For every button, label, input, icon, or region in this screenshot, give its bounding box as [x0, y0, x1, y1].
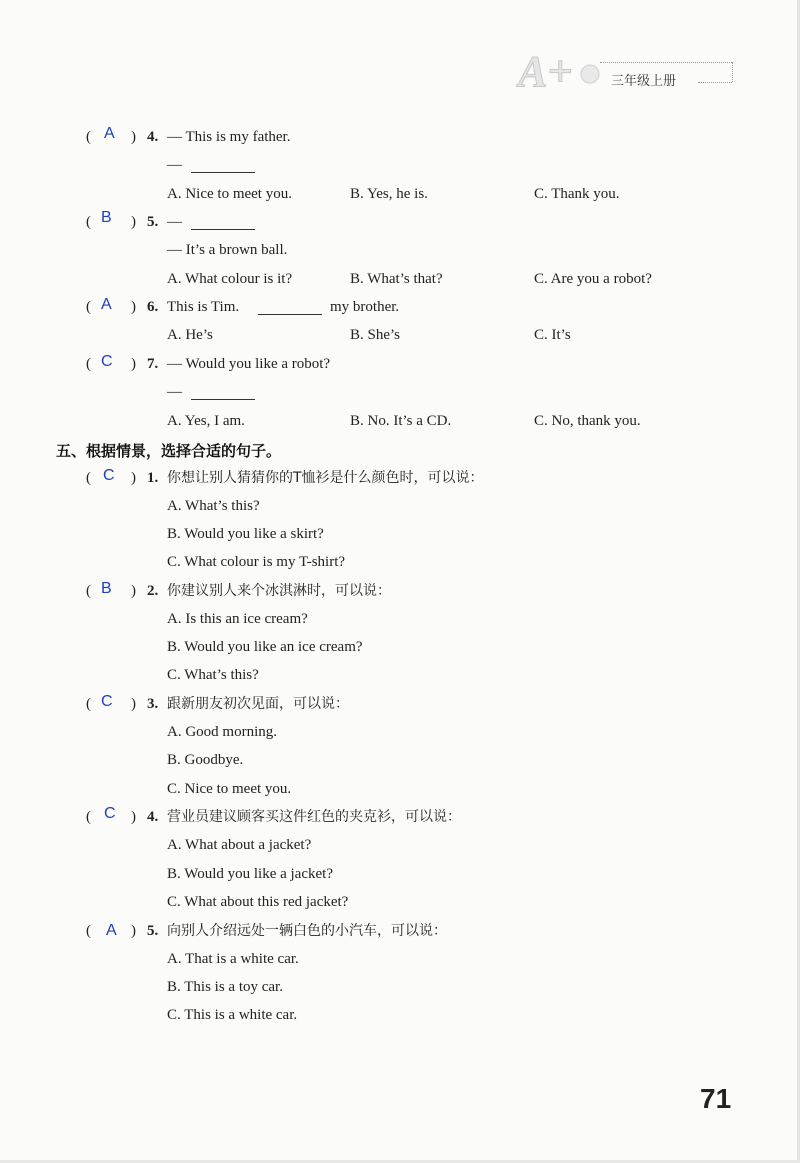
question-line: This is Tim. [167, 299, 240, 315]
option-a: A. Yes, I am. [167, 413, 245, 429]
answer-paren-close: ) [131, 696, 136, 712]
answer-paren-close: ) [131, 299, 136, 315]
option-c: C. It’s [534, 327, 571, 343]
question-number: 4. [147, 129, 159, 145]
answer-blank [258, 314, 322, 315]
answer-paren-open: ( [86, 696, 91, 712]
answer-paren-open: ( [86, 583, 91, 599]
option-c: C. Thank you. [534, 186, 620, 202]
answer-q4: A [104, 125, 115, 142]
option-b: B. Goodbye. [167, 752, 244, 768]
answer-p5-q2: B [101, 580, 112, 597]
answer-paren-open: ( [86, 356, 91, 372]
option-a: A. He’s [167, 327, 213, 343]
option-b: B. Would you like an ice cream? [167, 639, 363, 655]
response-dash: — [167, 214, 182, 230]
answer-paren-close: ) [131, 583, 136, 599]
answer-paren-open: ( [86, 214, 91, 230]
answer-p5-q4: C [104, 805, 116, 822]
grade-label: 三年级上册 [611, 74, 677, 89]
question-number: 5. [147, 923, 159, 939]
answer-paren-open: ( [86, 923, 91, 939]
question-number: 1. [147, 470, 159, 486]
header-dotted-line-vertical [732, 62, 733, 82]
answer-paren-close: ) [131, 356, 136, 372]
option-c: C. What’s this? [167, 667, 259, 683]
question-prompt: 跟新朋友初次见面，可以说： [167, 696, 349, 712]
option-a: A. Good morning. [167, 724, 277, 740]
option-a: A. What’s this? [167, 498, 260, 514]
option-c: C. No, thank you. [534, 413, 641, 429]
answer-blank [191, 399, 255, 400]
option-b: B. She’s [350, 327, 401, 343]
response-dash: — [167, 157, 182, 173]
option-c: C. What colour is my T-shirt? [167, 554, 346, 570]
answer-paren-open: ( [86, 809, 91, 825]
question-number: 2. [147, 583, 159, 599]
option-b: B. Would you like a skirt? [167, 526, 324, 542]
answer-p5-q5: A [106, 922, 117, 939]
question-line: — It’s a brown ball. [167, 242, 288, 258]
option-a: A. Nice to meet you. [167, 186, 292, 202]
answer-paren-open: ( [86, 470, 91, 486]
answer-q7: C [101, 353, 113, 370]
option-b: B. No. It’s a CD. [350, 413, 452, 429]
question-line-end: my brother. [330, 299, 400, 315]
question-line: — This is my father. [167, 129, 291, 145]
option-a: A. That is a white car. [167, 951, 299, 967]
option-b: B. What’s that? [350, 271, 443, 287]
answer-paren-close: ) [131, 129, 136, 145]
section-title: 五、根据情景，选择合适的句子。 [56, 442, 282, 460]
answer-q6: A [101, 296, 112, 313]
option-b: B. This is a toy car. [167, 979, 283, 995]
header-dotted-line-top [600, 62, 732, 63]
question-prompt: 你建议别人来个冰淇淋时，可以说： [167, 583, 391, 599]
page-number: 71 [700, 1083, 732, 1114]
question-prompt: 营业员建议顾客买这件红色的夹克衫，可以说： [167, 809, 461, 825]
option-a: A. What colour is it? [167, 271, 293, 287]
response-dash: — [167, 384, 182, 400]
option-b: B. Yes, he is. [350, 186, 428, 202]
answer-paren-open: ( [86, 129, 91, 145]
option-a: A. Is this an ice cream? [167, 611, 308, 627]
question-number: 3. [147, 696, 159, 712]
option-c: C. Are you a robot? [534, 271, 652, 287]
svg-text:A+: A+ [518, 47, 573, 94]
question-prompt: 向别人介绍远处一辆白色的小汽车，可以说： [167, 923, 447, 939]
question-prompt: 你想让别人猜猜你的T恤衫是什么颜色时，可以说： [167, 470, 484, 486]
answer-blank [191, 172, 255, 173]
answer-paren-close: ) [131, 809, 136, 825]
option-c: C. This is a white car. [167, 1007, 298, 1023]
answer-blank [191, 229, 255, 230]
question-number: 6. [147, 299, 159, 315]
question-number: 7. [147, 356, 159, 372]
option-c: C. Nice to meet you. [167, 781, 292, 797]
answer-q5: B [101, 209, 112, 226]
option-b: B. Would you like a jacket? [167, 866, 333, 882]
question-line: — Would you like a robot? [167, 356, 331, 372]
question-number: 5. [147, 214, 159, 230]
option-a: A. What about a jacket? [167, 837, 312, 853]
answer-paren-close: ) [131, 923, 136, 939]
question-number: 4. [147, 809, 159, 825]
answer-paren-close: ) [131, 470, 136, 486]
header-dotted-line-bottom [698, 82, 732, 83]
answer-p5-q3: C [101, 693, 113, 710]
answer-paren-open: ( [86, 299, 91, 315]
answer-paren-close: ) [131, 214, 136, 230]
answer-p5-q1: C [103, 467, 115, 484]
a-plus-logo [516, 44, 608, 94]
option-c: C. What about this red jacket? [167, 894, 349, 910]
